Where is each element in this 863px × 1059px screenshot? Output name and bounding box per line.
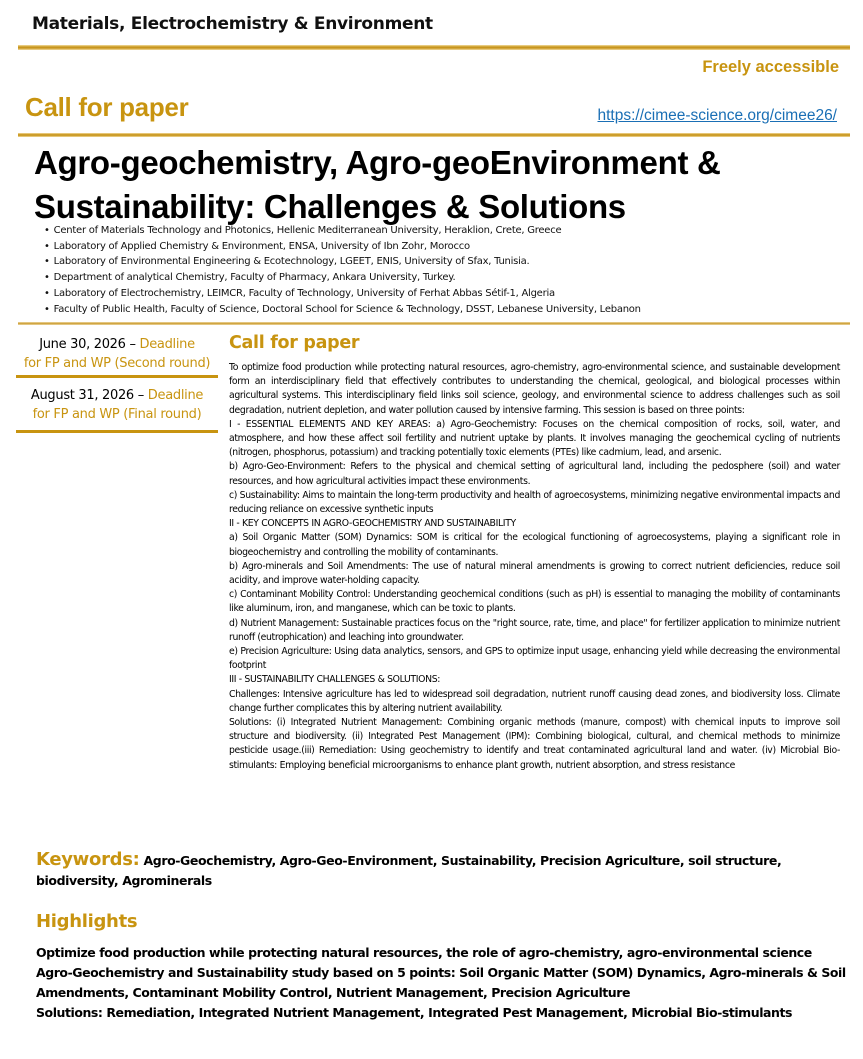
highlights-heading: Highlights <box>36 911 138 932</box>
affiliation-item: • Faculty of Public Health, Faculty of Science, Doctoral School for Science & Technology, DSST, Lebanese University, Lebanon <box>44 302 641 318</box>
section-2e-paragraph: e) Precision Agriculture: Using data analytics, sensors, and GPS to optimize input usage, enhancing yield while decreasing the environmental footprint <box>229 646 840 672</box>
deadline-divider <box>16 430 218 433</box>
deadline-detail: for FP and WP (Final round) <box>32 407 202 422</box>
deadline-detail: for FP and WP (Second round) <box>23 356 211 371</box>
deadline-dash: – <box>137 388 148 403</box>
challenges-paragraph: Challenges: Intensive agriculture has led to widespread soil degradation, nutrient runoff causing dead zones, and biodiversity loss. Climate change further complicates this by altering nutrient availability. <box>229 688 840 714</box>
page-title <box>34 141 834 229</box>
section-1-paragraph: I - ESSENTIAL ELEMENTS AND KEY AREAS: a) Agro-Geochemistry: Focuses on the chemical composition of rocks, soil, water, and atmosphere, and how these affect soil fertility and nutrient uptake by plants. It involves managing the geochemical cycling of nutrients (nitrogen, phosphorus, potassium) and tracking potentially toxic elements (PTEs) like cadmium, lead, and arsenic. <box>229 418 840 459</box>
call-for-paper-heading: Call for paper <box>229 333 360 353</box>
affiliation-item: • Laboratory of Environmental Engineering & Ecotechnology, LGEET, ENIS, University of Sfax, Tunisia. <box>44 254 641 270</box>
highlight-item: Agro-Geochemistry and Sustainability study based on 5 points: Soil Organic Matter (SOM) Dynamics, Agro-minerals & Soil Amendments, Contaminant Mobility Control, Nutrient Management, Precision Agriculture <box>36 965 846 1000</box>
title-line-2: Sustainability: Challenges & Solutions <box>34 188 626 225</box>
highlight-item: Solutions: Remediation, Integrated Nutrient Management, Integrated Pest Management, Microbial Bio-stimulants <box>36 1005 792 1020</box>
affiliation-item: • Laboratory of Applied Chemistry & Environment, ENSA, University of Ibn Zohr, Morocco <box>44 239 641 255</box>
affiliations-divider <box>18 322 850 325</box>
keywords-label: Keywords: <box>36 849 140 870</box>
deadline-date: June 30, 2026 <box>39 337 126 352</box>
keywords-block <box>36 850 826 891</box>
deadline-label: Deadline <box>139 337 195 352</box>
header-divider <box>18 45 850 50</box>
keywords-text: Agro-Geochemistry, Agro-Geo-Environment, Sustainability, Precision Agriculture, soil structure, biodiversity, Agrominerals <box>36 853 782 888</box>
access-badge: Freely accessible <box>702 58 839 76</box>
section-2d-paragraph: d) Nutrient Management: Sustainable practices focus on the "right source, rate, time, and place" for fertilizer application to minimize nutrient runoff (eutrophication) and leaching into groundwater. <box>229 617 840 643</box>
call-for-paper-body <box>229 361 840 773</box>
affiliation-item: • Center of Materials Technology and Photonics, Hellenic Mediterranean University, Heraklion, Crete, Greece <box>44 223 641 239</box>
affiliation-item: • Laboratory of Electrochemistry, LEIMCR, Faculty of Technology, University of Ferhat Abbas Sétif-1, Algeria <box>44 286 641 302</box>
solutions-paragraph: Solutions: (i) Integrated Nutrient Management: Combining organic methods (manure, compost) with chemical inputs to improve soil structure and biodiversity. (ii) Integrated Pest Management (IPM): Combining biological, cultural, and chemical methods to minimize pesticide usage.(iii) Remediation: Using geochemistry to identify and treat contaminated agricultural land and water. (iv) Microbial Bio-stimulants: Employing beneficial microorganisms to enhance plant growth, nutrient absorption, and stress resistance <box>229 717 840 771</box>
deadline-dash: – <box>125 337 140 352</box>
banner-divider <box>18 133 850 137</box>
highlights-list <box>36 943 856 1023</box>
deadline-date: August 31, 2026 <box>30 388 138 403</box>
section-2-heading: II - KEY CONCEPTS IN AGRO-GEOCHEMISTRY AND SUSTAINABILITY <box>229 518 516 530</box>
section-2a-paragraph: a) Soil Organic Matter (SOM) Dynamics: SOM is critical for the ecological functioning of agroecosystems, playing a significant role in biogeochemistry and controlling the mobility of contaminants. <box>229 532 840 558</box>
intro-paragraph: To optimize food production while protecting natural resources, agro-chemistry, agro-environmental science, and sustainable development form an interdisciplinary field that effectively contributes to understanding the chemical, geological, and biological processes within agricultural systems. This interdisciplinary field links soil science, geology, and environmental science to address challenges such as soil degradation, nutrient depletion, and water pollution caused by intensive farming. This session is based on three points: <box>229 362 840 416</box>
section-1c-paragraph: c) Sustainability: Aims to maintain the long-term productivity and health of agroecosystems, minimizing negative environmental impacts and reducing reliance on excessive synthetic inputs <box>229 489 840 516</box>
highlight-item: Optimize food production while protecting natural resources, the role of agro-chemistry, agro-environmental science <box>36 945 812 960</box>
conference-url-link[interactable]: https://cimee-science.org/cimee26/ <box>597 107 837 124</box>
affiliation-item: • Department of analytical Chemistry, Faculty of Pharmacy, Ankara University, Turkey. <box>44 270 641 286</box>
deadline-divider <box>16 375 218 378</box>
section-3-heading: III - SUSTAINABILITY CHALLENGES & SOLUTIONS: <box>229 674 441 686</box>
journal-name: Materials, Electrochemistry & Environment <box>32 14 433 34</box>
deadline-second-round <box>16 335 218 373</box>
section-2c-paragraph: c) Contaminant Mobility Control: Understanding geochemical conditions (such as pH) is essential to managing the mobility of contaminants like aluminum, iron, and manganese, which can be toxic to plants. <box>229 589 840 615</box>
affiliations-list <box>44 223 641 317</box>
deadline-final-round <box>16 386 218 424</box>
title-line-1: Agro-geochemistry, Agro-geoEnvironment & <box>34 144 721 181</box>
section-1b-paragraph: b) Agro-Geo-Environment: Refers to the physical and chemical setting of agricultural land, including the pedosphere (soil) and water resources, and how agricultural activities impact these environments. <box>229 461 840 487</box>
deadline-label: Deadline <box>147 388 204 403</box>
section-2b-paragraph: b) Agro-minerals and Soil Amendments: The use of natural mineral amendments is growing to correct nutrient deficiencies, reduce soil acidity, and improve water-holding capacity. <box>229 560 840 587</box>
call-for-paper-banner: Call for paper <box>25 92 189 122</box>
